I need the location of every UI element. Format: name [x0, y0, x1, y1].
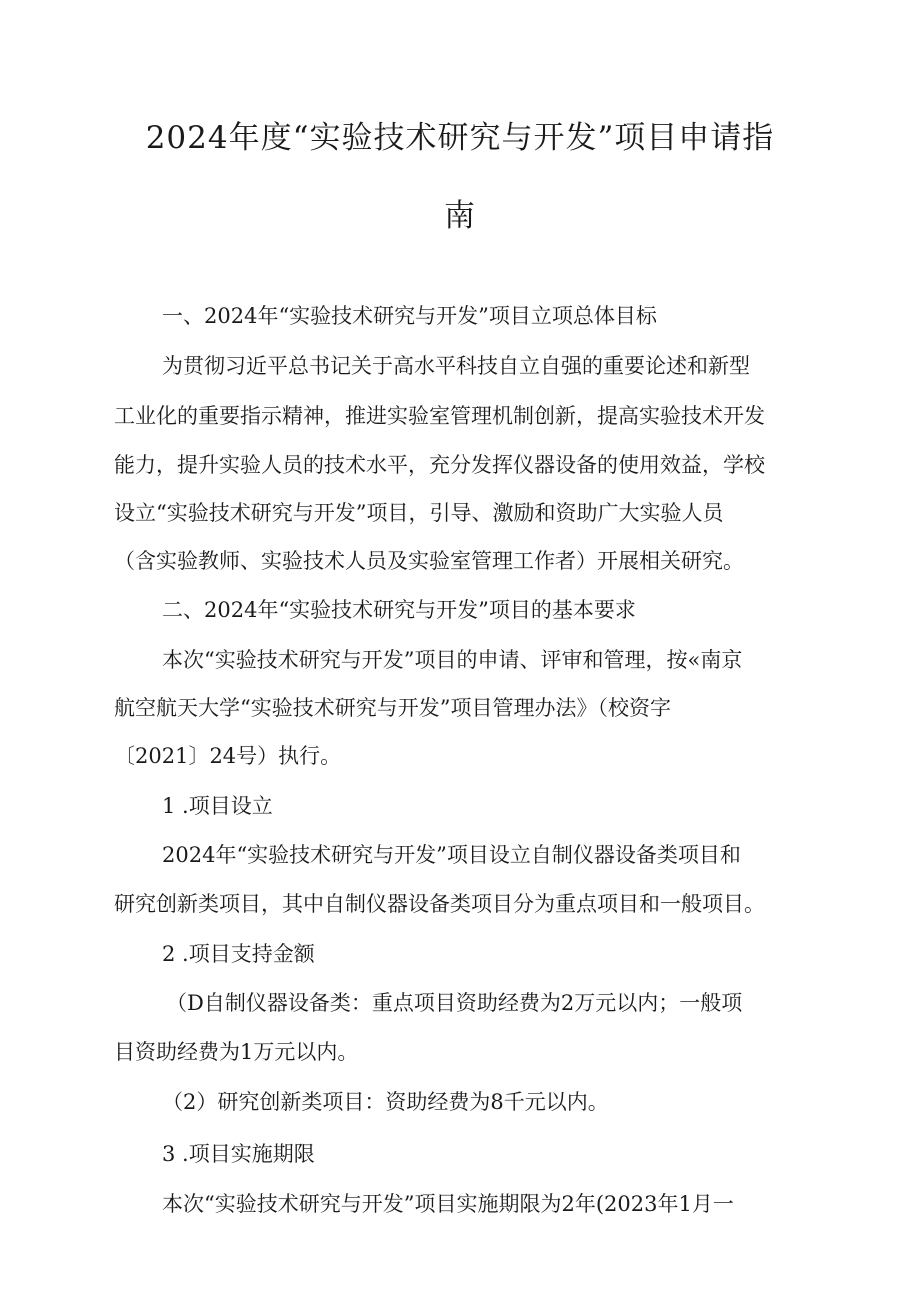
paragraph-line: 工业化的重要指示精神，推进实验室管理机制创新，提高实验技术开发 — [114, 404, 765, 428]
paragraph-line: 设立“实验技术研究与开发”项目，引导、激励和资助广大实验人员 — [114, 501, 724, 525]
subsection-heading-1: 1 .项目设立 — [162, 794, 273, 818]
paragraph-line: （含实验教师、实验技术人员及实验室管理工作者）开展相关研究。 — [114, 549, 744, 573]
paragraph-line: 本次“实验技术研究与开发”项目实施期限为2年(2023年1月一 — [162, 1192, 734, 1216]
paragraph-line: 本次“实验技术研究与开发”项目的申请、评审和管理，按«南京 — [162, 648, 743, 672]
document-title-line-2: 南 — [444, 198, 476, 234]
paragraph-line: 能力，提升实验人员的技术水平，充分发挥仪器设备的使用效益，学校 — [114, 453, 765, 477]
paragraph-line: 目资助经费为1万元以内。 — [114, 1040, 359, 1064]
document-title-line-1: 2024年度“实验技术研究与开发”项目申请指 — [145, 120, 775, 156]
paragraph-line: （D自制仪器设备类：重点项目资助经费为2万元以内；一般项 — [166, 991, 743, 1015]
subsection-heading-3: 3 .项目实施期限 — [162, 1142, 315, 1166]
paragraph-line: 〔2021〕24号）执行。 — [114, 744, 342, 768]
section-heading-2: 二、2024年“实验技术研究与开发”项目的基本要求 — [162, 598, 636, 622]
section-heading-1: 一、2024年“实验技术研究与开发”项目立项总体目标 — [162, 304, 657, 328]
paragraph-line: （2）研究创新类项目：资助经费为8千元以内。 — [162, 1090, 609, 1114]
paragraph-line: 2024年“实验技术研究与开发”项目设立自制仪器设备类项目和 — [162, 843, 741, 867]
paragraph-line: 为贯彻习近平总书记关于高水平科技自立自强的重要论述和新型 — [162, 354, 750, 378]
paragraph-line: 研究创新类项目，其中自制仪器设备类项目分为重点项目和一般项目。 — [114, 892, 765, 916]
paragraph-line: 航空航天大学“实验技术研究与开发”项目管理办法》（校资字 — [114, 696, 671, 720]
subsection-heading-2: 2 .项目支持金额 — [162, 942, 315, 966]
